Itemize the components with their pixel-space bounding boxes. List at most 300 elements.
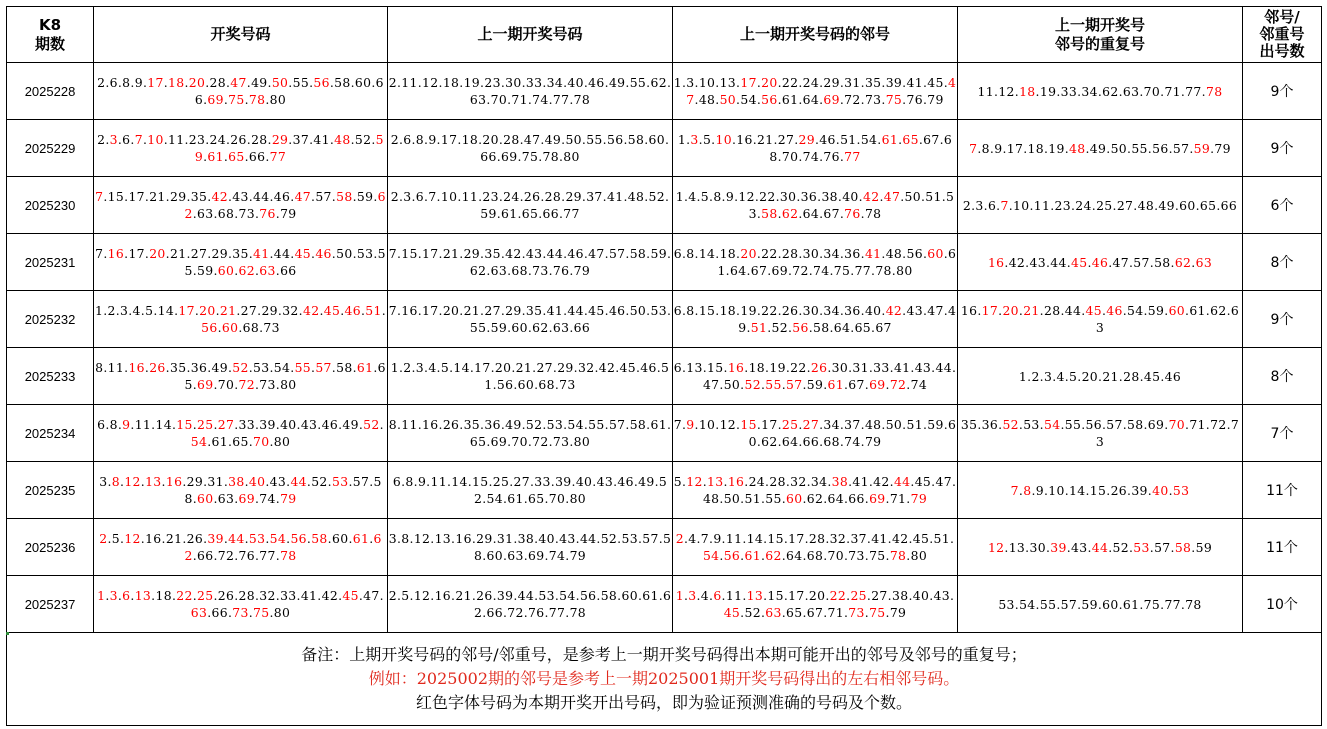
number-neighbors: 14 (746, 531, 764, 546)
neighbors-cell[interactable]: 6.8.15.18.19.22.26.30.34.36.40.42.43.47.49.51.52.56.58.64.65.67 (673, 291, 958, 348)
number-draw: 57 (352, 474, 370, 489)
number-neighbors: 61 (717, 246, 957, 278)
number-repeats: 18 (1027, 140, 1044, 156)
number-repeats: 4 (1056, 368, 1065, 384)
number-neighbors: 1 (673, 75, 682, 90)
number-draw: 3 (109, 132, 118, 147)
number-draw: 62 (184, 531, 382, 563)
number-draw: 76 (259, 206, 276, 221)
number-draw: 58 (336, 360, 353, 375)
number-neighbors: 24 (802, 75, 820, 90)
number-draw: 39 (207, 531, 224, 546)
number-neighbors: 73 (864, 92, 882, 107)
number-draw: 57 (315, 360, 332, 375)
number-neighbors: 24 (748, 474, 766, 489)
number-neighbors: 54 (860, 132, 878, 147)
prev-cell[interactable]: 7.15.17.21.29.35.42.43.44.46.47.57.58.59.62.63.68.73.76.79 (388, 234, 673, 291)
number-repeats: 55 (1039, 596, 1057, 612)
number-draw: 42 (321, 588, 339, 603)
number-draw: 26 (217, 588, 235, 603)
number-draw: 44 (290, 474, 307, 489)
number-repeats: 79 (1214, 140, 1231, 156)
number-prev: 70 (490, 92, 508, 107)
prev-cell[interactable]: 2.3.6.7.10.11.23.24.26.28.29.37.41.48.52.59.61.65.66.77 (388, 177, 673, 234)
number-repeats: 48 (1137, 197, 1155, 213)
number-draw: 3 (99, 474, 108, 489)
number-prev: 55 (629, 75, 647, 90)
neighbors-cell[interactable]: 1.3.10.13.17.20.22.24.29.31.35.39.41.45.47.48.50.54.56.61.64.69.72.73.75.76.79 (673, 63, 958, 120)
number-neighbors: 61 (744, 548, 761, 563)
number-neighbors: 20 (740, 246, 757, 261)
number-prev: 26 (523, 189, 541, 204)
number-draw: 13 (134, 588, 152, 603)
count-cell[interactable]: 11个 (1243, 462, 1322, 519)
number-prev: 60 (648, 132, 665, 147)
draw-cell[interactable]: 8.11.16.26.35.36.49.52.53.54.55.57.58.61.65.69.70.72.73.80 (94, 348, 388, 405)
number-prev: 2 (388, 75, 397, 90)
number-draw: 17 (128, 246, 145, 261)
number-draw: 80 (273, 434, 291, 449)
header-period[interactable]: K8 期数 (7, 7, 94, 63)
number-prev: 60 (517, 377, 535, 392)
number-repeats: 20 (1081, 368, 1099, 384)
number-neighbors: 32 (790, 474, 807, 489)
number-neighbors: 43 (914, 360, 932, 375)
number-neighbors: 80 (910, 548, 928, 563)
number-repeats: 53 (1133, 539, 1150, 555)
number-repeats: 54 (1043, 417, 1061, 432)
number-draw: 53 (253, 360, 270, 375)
number-neighbors: 72 (889, 377, 907, 392)
number-draw: 38 (228, 474, 245, 489)
number-neighbors: 40 (912, 588, 930, 603)
number-repeats: 7 (1010, 482, 1019, 498)
period-cell[interactable]: 2025228 (7, 63, 94, 120)
table-row (7, 234, 1322, 291)
number-repeats: 77 (1164, 596, 1181, 612)
number-prev: 2 (390, 189, 399, 204)
number-neighbors: 50 (719, 92, 737, 107)
number-prev: 3 (388, 531, 397, 546)
repeats-cell[interactable]: 1.2.3.4.5.20.21.28.45.46 (958, 348, 1243, 405)
number-draw: 50 (271, 75, 289, 90)
number-neighbors: 29 (798, 132, 815, 147)
number-neighbors: 8 (713, 189, 722, 204)
number-repeats: 57 (1133, 254, 1150, 270)
table-row (7, 462, 1322, 519)
number-neighbors: 78 (875, 263, 892, 278)
draw-cell[interactable]: 1.2.3.4.5.14.17.20.21.27.29.32.42.45.46.51.56.60.68.73 (94, 291, 388, 348)
number-neighbors: 40 (864, 303, 882, 318)
number-repeats: 3 (1043, 368, 1053, 384)
number-prev: 43 (596, 474, 614, 489)
number-neighbors: 15 (698, 303, 716, 318)
number-prev: 20 (494, 360, 512, 375)
number-draw: 73 (263, 320, 280, 335)
number-prev: 53 (538, 588, 555, 603)
number-neighbors: 56 (723, 548, 741, 563)
number-neighbors: 28 (808, 531, 826, 546)
number-prev: 16 (422, 417, 439, 432)
header-draw[interactable]: 开奖号码 (94, 7, 388, 63)
number-prev: 3 (415, 360, 425, 375)
count-cell[interactable]: 7个 (1243, 405, 1322, 462)
number-neighbors: 36 (844, 246, 861, 261)
number-repeats: 2 (962, 197, 972, 213)
draw-cell[interactable]: 3.8.12.13.16.29.31.38.40.43.44.52.53.57.58.60.63.69.74.79 (94, 462, 388, 519)
number-neighbors: 79 (927, 92, 944, 107)
number-neighbors: 17 (761, 417, 778, 432)
number-repeats: 21 (1023, 303, 1040, 318)
table-row (7, 405, 1322, 462)
number-draw: 11 (107, 360, 125, 375)
neighbors-cell[interactable]: 6.13.15.16.18.19.22.26.30.31.33.41.43.44.47.50.52.55.57.59.61.67.69.72.74 (673, 348, 958, 405)
number-prev: 29 (463, 246, 481, 261)
number-repeats: 2 (1031, 368, 1040, 384)
number-neighbors: 47 (927, 303, 944, 318)
number-draw: 14 (155, 417, 172, 432)
number-neighbors: 63 (765, 605, 782, 620)
prev-cell[interactable]: 1.2.3.4.5.14.17.20.21.27.29.32.42.45.46.51.56.60.68.73 (388, 348, 673, 405)
header-prev-draw[interactable]: 上一期开奖号码 (388, 7, 673, 63)
count-cell[interactable]: 10个 (1243, 576, 1322, 633)
number-draw: 28 (209, 75, 226, 90)
prev-cell[interactable]: 7.16.17.20.21.27.29.35.41.44.45.46.50.53.55.59.60.62.63.66 (388, 291, 673, 348)
number-prev: 11 (401, 417, 418, 432)
number-draw: 61 (352, 531, 370, 546)
number-prev: 80 (569, 491, 587, 506)
number-draw: 35 (169, 360, 187, 375)
number-prev: 4 (428, 360, 437, 375)
period-cell[interactable]: 2025231 (7, 234, 94, 291)
number-draw: 20 (149, 246, 166, 261)
number-neighbors: 78 (889, 548, 907, 563)
prev-cell[interactable]: 2.5.12.16.21.26.39.44.53.54.56.58.60.61.62.66.72.76.77.78 (388, 576, 673, 633)
number-neighbors: 52 (771, 320, 788, 335)
period-cell[interactable]: 2025232 (7, 291, 94, 348)
number-draw: 69 (238, 491, 255, 506)
note-line-1: 备注：上期开奖号码的邻号/邻重号，是参考上一期开奖号码得出本期可能开出的邻号及邻号的重复号； (301, 645, 1027, 664)
number-draw: 76 (238, 548, 255, 563)
number-neighbors: 43 (933, 588, 950, 603)
number-draw: 21 (219, 303, 237, 318)
number-draw: 31 (207, 474, 224, 489)
number-prev: 40 (538, 531, 555, 546)
table-row (7, 576, 1322, 633)
number-prev: 55 (588, 417, 605, 432)
number-draw: 57 (315, 189, 332, 204)
number-prev: 16 (434, 588, 452, 603)
number-draw: 16 (107, 246, 125, 261)
number-draw: 37 (292, 132, 310, 147)
number-neighbors: 27 (777, 132, 795, 147)
prev-cell[interactable]: 2.6.8.9.17.18.20.28.47.49.50.55.56.58.60.66.69.75.78.80 (388, 120, 673, 177)
table-row (7, 348, 1322, 405)
number-repeats: 59 (1147, 303, 1165, 318)
number-draw: 73 (232, 605, 249, 620)
number-draw: 24 (209, 132, 226, 147)
neighbors-cell[interactable]: 6.8.14.18.20.22.28.30.34.36.41.48.56.60.61.64.67.69.72.74.75.77.78.80 (673, 234, 958, 291)
number-draw: 7 (95, 189, 104, 204)
number-prev: 7 (428, 189, 437, 204)
number-prev: 46 (588, 75, 605, 90)
table-row (7, 63, 1322, 120)
number-neighbors: 58 (813, 320, 830, 335)
prev-cell[interactable]: 3.8.12.13.16.29.31.38.40.43.44.52.53.57.58.60.63.69.74.79 (388, 519, 673, 576)
number-neighbors: 64 (827, 491, 844, 506)
number-draw: 70 (217, 377, 235, 392)
number-neighbors: 15 (767, 588, 784, 603)
neighbors-cell[interactable]: 5.12.13.16.24.28.32.34.38.41.42.44.45.47.48.50.51.55.60.62.64.66.69.71.79 (673, 462, 958, 519)
number-neighbors: 42 (885, 303, 903, 318)
notes-cell[interactable] (7, 633, 1322, 726)
number-neighbors: 73 (848, 548, 865, 563)
number-draw: 2 (107, 303, 116, 318)
repeats-cell[interactable]: 35.36.52.53.54.55.56.57.58.69.70.71.72.73 (958, 405, 1243, 462)
period-cell[interactable]: 2025237 (7, 576, 94, 633)
number-draw: 14 (157, 303, 175, 318)
number-neighbors: 4 (688, 189, 697, 204)
number-draw: 1 (97, 588, 106, 603)
number-prev: 77 (552, 92, 570, 107)
header-neighbors[interactable]: 上一期开奖号码的邻号 (673, 7, 958, 63)
draw-cell[interactable]: 2.3.6.7.10.11.23.24.26.28.29.37.41.48.52.59.61.65.66.77 (94, 120, 388, 177)
draw-cell[interactable]: 7.15.17.21.29.35.42.43.44.46.47.57.58.59.62.63.68.73.76.79 (94, 177, 388, 234)
number-neighbors: 17 (788, 588, 805, 603)
repeats-cell[interactable]: 11.12.18.19.33.34.62.63.70.71.77.78 (958, 63, 1243, 120)
number-repeats: 23 (1054, 197, 1071, 213)
number-prev: 6 (415, 189, 425, 204)
repeats-cell[interactable]: 7.8.9.10.14.15.26.39.40.53 (958, 462, 1243, 519)
number-prev: 68 (511, 263, 528, 278)
header-count[interactable]: 邻号/ 邻重号 出号数 (1243, 7, 1322, 63)
number-draw: 39 (259, 417, 276, 432)
number-draw: 2 (97, 132, 106, 147)
number-draw: 28 (238, 588, 255, 603)
repeats-cell[interactable]: 16.17.20.21.28.44.45.46.54.59.60.61.62.63 (958, 291, 1243, 348)
number-draw: 11 (134, 417, 152, 432)
number-repeats: 28 (1043, 303, 1061, 318)
number-neighbors: 10 (698, 75, 716, 90)
count-cell[interactable]: 9个 (1243, 63, 1322, 120)
number-draw: 17 (147, 75, 164, 90)
count-cell[interactable]: 11个 (1243, 519, 1322, 576)
number-neighbors: 43 (906, 303, 923, 318)
draw-cell[interactable]: 6.8.9.11.14.15.25.27.33.39.40.43.46.49.52.54.61.65.70.80 (94, 405, 388, 462)
header-row (7, 7, 1322, 63)
number-repeats: 75 (1143, 596, 1161, 612)
count-cell[interactable]: 9个 (1243, 291, 1322, 348)
number-neighbors: 14 (698, 246, 716, 261)
number-draw: 11 (168, 132, 185, 147)
count-cell[interactable]: 8个 (1243, 348, 1322, 405)
number-draw: 25 (197, 588, 214, 603)
period-cell[interactable]: 2025236 (7, 519, 94, 576)
number-neighbors: 7 (673, 417, 682, 432)
repeats-cell[interactable]: 2.3.6.7.10.11.23.24.25.27.48.49.60.65.66 (958, 177, 1243, 234)
repeats-cell[interactable]: 53.54.55.57.59.60.61.75.77.78 (958, 576, 1243, 633)
number-prev: 43 (525, 246, 543, 261)
number-draw: 77 (259, 548, 276, 563)
number-prev: 49 (544, 132, 562, 147)
number-repeats: 25 (1096, 197, 1113, 213)
number-neighbors: 49 (738, 303, 957, 335)
period-cell[interactable]: 2025234 (7, 405, 94, 462)
number-repeats: 18 (1019, 83, 1036, 99)
number-repeats: 62 (1210, 303, 1227, 318)
number-repeats: 46 (1091, 254, 1109, 270)
number-repeats: 6 (987, 197, 997, 213)
number-draw: 63 (197, 206, 214, 221)
number-neighbors: 50 (904, 189, 921, 204)
table-row (7, 177, 1322, 234)
number-neighbors: 41 (893, 360, 911, 375)
number-neighbors: 67 (806, 605, 824, 620)
number-prev: 80 (563, 149, 580, 164)
number-prev: 27 (484, 303, 501, 318)
number-draw: 59 (356, 189, 374, 204)
number-neighbors: 60 (786, 491, 803, 506)
number-prev: 80 (573, 434, 591, 449)
number-draw: 60 (217, 263, 235, 278)
number-neighbors: 48 (702, 491, 720, 506)
number-repeats: 24 (1075, 197, 1092, 213)
number-draw: 8 (95, 360, 104, 375)
number-neighbors: 36 (800, 189, 818, 204)
prev-cell[interactable]: 2.11.12.18.19.23.30.33.34.40.46.49.55.62.63.70.71.74.77.78 (388, 63, 673, 120)
number-repeats: 65 (1199, 197, 1217, 213)
number-prev: 53 (650, 303, 667, 318)
number-prev: 76 (528, 605, 545, 620)
number-draw: 79 (280, 491, 297, 506)
number-repeats: 49 (1158, 197, 1175, 213)
period-cell[interactable]: 2025233 (7, 348, 94, 405)
number-prev: 25 (492, 474, 510, 489)
neighbors-cell[interactable]: 1.3.5.10.16.21.27.29.46.51.54.61.65.67.68.70.74.76.77 (673, 120, 958, 177)
neighbors-cell[interactable]: 1.3.4.6.11.13.15.17.20.22.25.27.38.40.43.45.52.63.65.67.71.73.75.79 (673, 576, 958, 633)
number-repeats: 43 (1029, 254, 1046, 270)
number-prev: 42 (505, 246, 522, 261)
number-neighbors: 67 (923, 132, 940, 147)
number-draw: 15 (107, 189, 125, 204)
number-prev: 57 (608, 417, 626, 432)
number-neighbors: 46 (819, 132, 836, 147)
number-prev: 60 (621, 588, 638, 603)
number-draw: 56 (201, 320, 218, 335)
number-draw: 6 (122, 132, 131, 147)
number-prev: 18 (442, 75, 460, 90)
number-prev: 61 (650, 417, 667, 432)
number-neighbors: 15 (767, 531, 784, 546)
number-repeats: 55 (1064, 417, 1082, 432)
number-neighbors: 15 (707, 360, 724, 375)
number-neighbors: 7 (700, 531, 710, 546)
number-prev: 40 (575, 474, 593, 489)
neighbors-cell[interactable]: 1.4.5.8.9.12.22.30.36.38.40.42.47.50.51.53.58.62.64.67.76.78 (673, 177, 958, 234)
number-repeats: 53 (1172, 482, 1190, 498)
number-draw: 5 (145, 303, 154, 318)
number-prev: 68 (538, 377, 555, 392)
draw-cell[interactable]: 7.16.17.20.21.27.29.35.41.44.45.46.50.53.55.59.60.62.63.66 (94, 234, 388, 291)
repeats-cell[interactable]: 7.8.9.17.18.19.48.49.50.55.56.57.59.79 (958, 120, 1243, 177)
number-prev: 57 (642, 531, 659, 546)
number-neighbors: 65 (786, 605, 803, 620)
number-prev: 20 (482, 132, 499, 147)
draw-cell[interactable]: 2.5.12.16.21.26.39.44.53.54.56.58.60.61.62.66.72.76.77.78 (94, 519, 388, 576)
number-neighbors: 10 (698, 417, 716, 432)
number-draw: 29 (261, 303, 278, 318)
number-neighbors: 22 (781, 75, 799, 90)
prev-cell[interactable]: 6.8.9.11.14.15.25.27.33.39.40.43.46.49.52.54.61.65.70.80 (388, 462, 673, 519)
number-repeats: 56 (1152, 140, 1169, 156)
period-cell[interactable]: 2025229 (7, 120, 94, 177)
prev-cell[interactable]: 8.11.16.26.35.36.49.52.53.54.55.57.58.61.65.69.70.72.73.80 (388, 405, 673, 462)
count-cell[interactable]: 9个 (1243, 120, 1322, 177)
number-neighbors: 52 (744, 377, 761, 392)
number-repeats: 12 (998, 83, 1015, 99)
number-draw: 78 (248, 92, 266, 107)
number-neighbors: 54 (702, 548, 720, 563)
number-neighbors: 67 (848, 377, 865, 392)
number-draw: 33 (280, 588, 297, 603)
number-repeats: 27 (1116, 197, 1134, 213)
number-neighbors: 76 (823, 149, 840, 164)
neighbors-cell[interactable]: 2.4.7.9.11.14.15.17.28.32.37.41.42.45.51.54.56.61.62.64.68.70.73.75.78.80 (673, 519, 958, 576)
number-neighbors: 30 (779, 189, 797, 204)
number-prev: 58 (629, 246, 647, 261)
period-cell[interactable]: 2025235 (7, 462, 94, 519)
number-neighbors: 26 (810, 360, 828, 375)
number-repeats: 12 (987, 539, 1005, 555)
number-prev: 29 (565, 189, 582, 204)
number-neighbors: 16 (727, 474, 745, 489)
number-prev: 5 (401, 588, 410, 603)
number-repeats: 54 (1127, 303, 1144, 318)
neighbors-cell[interactable]: 7.9.10.12.15.17.25.27.34.37.48.50.51.59.60.62.64.66.68.74.79 (673, 405, 958, 462)
draw-cell[interactable]: 2.6.8.9.17.18.20.28.47.49.50.55.56.58.60.66.69.75.78.80 (94, 63, 388, 120)
number-neighbors: 68 (769, 132, 953, 164)
number-neighbors: 34 (810, 474, 828, 489)
number-draw: 54 (190, 434, 208, 449)
number-neighbors: 64 (729, 263, 747, 278)
number-prev: 21 (442, 246, 460, 261)
count-cell[interactable]: 8个 (1243, 234, 1322, 291)
number-neighbors: 79 (910, 491, 928, 506)
count-cell[interactable]: 6个 (1243, 177, 1322, 234)
draw-cell[interactable]: 1.3.6.13.18.22.25.26.28.32.33.41.42.45.47.63.66.73.75.80 (94, 576, 388, 633)
number-neighbors: 12 (738, 189, 755, 204)
header-repeats[interactable]: 上一期开奖号 邻号的重复号 (958, 7, 1243, 63)
repeats-cell[interactable]: 12.13.30.39.43.44.52.53.57.58.59 (958, 519, 1243, 576)
number-prev: 39 (555, 474, 572, 489)
number-prev: 34 (546, 75, 564, 90)
number-prev: 18 (461, 132, 479, 147)
number-prev: 70 (511, 434, 528, 449)
number-repeats: 63 (1095, 303, 1240, 335)
period-cell[interactable]: 2025230 (7, 177, 94, 234)
number-draw: 80 (269, 92, 287, 107)
number-draw: 58 (334, 75, 351, 90)
number-repeats: 62 (1102, 83, 1119, 99)
number-neighbors: 68 (806, 548, 824, 563)
number-draw: 56 (313, 75, 330, 90)
number-prev: 30 (505, 75, 522, 90)
number-neighbors: 9 (713, 531, 722, 546)
repeats-cell[interactable]: 16.42.43.44.45.46.47.57.58.62.63 (958, 234, 1243, 291)
number-neighbors: 74 (813, 263, 830, 278)
number-neighbors: 11 (725, 531, 743, 546)
number-repeats: 39 (1050, 539, 1067, 555)
